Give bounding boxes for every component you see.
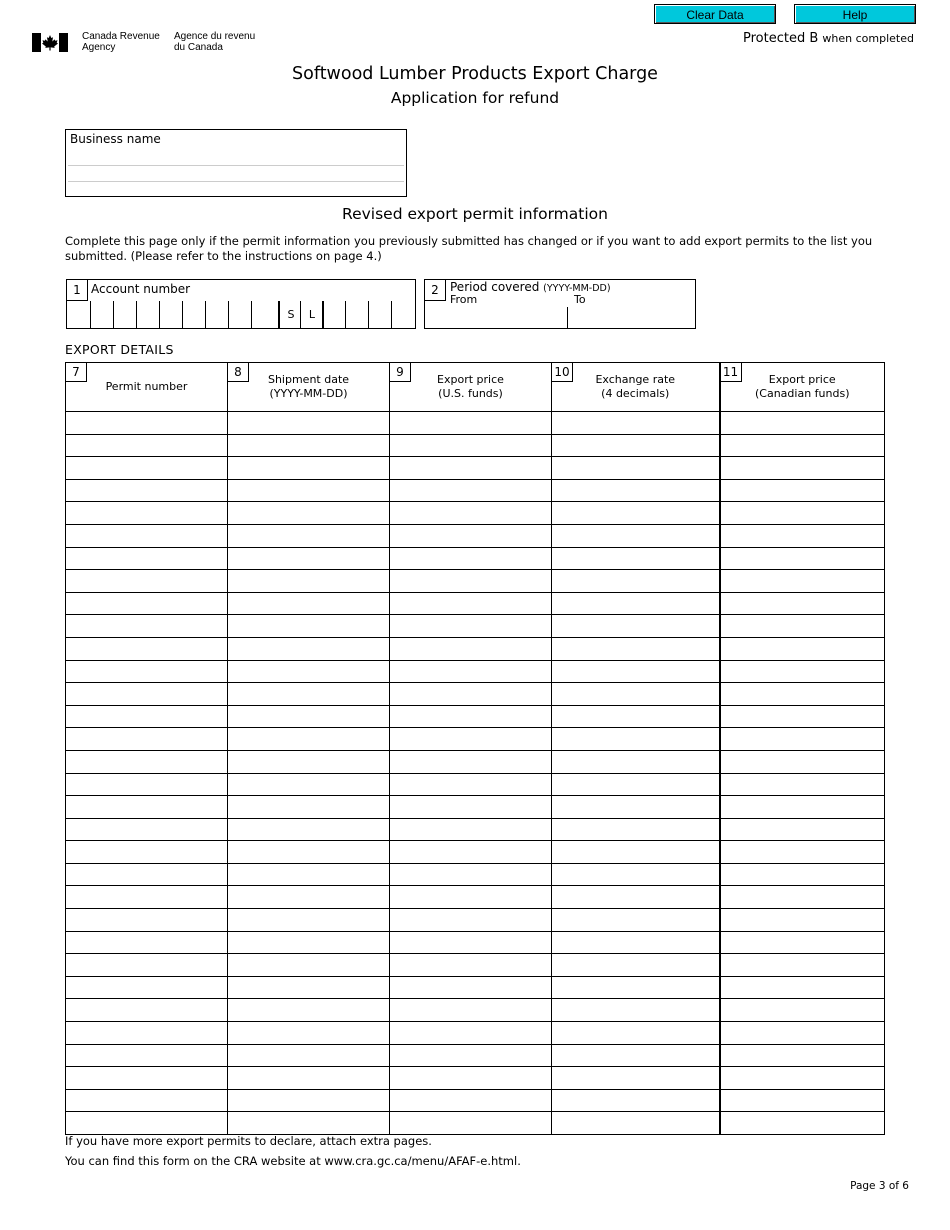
account-ref-3[interactable] (368, 301, 392, 328)
agency-name-fr (174, 31, 255, 53)
table-row (66, 1044, 885, 1067)
export-price-cad-input[interactable] (720, 502, 885, 525)
export-price-cad-input[interactable] (720, 818, 885, 841)
permit-number-input[interactable] (66, 592, 228, 615)
exchange-rate-input[interactable] (552, 502, 720, 525)
shipment-date-input[interactable] (228, 524, 390, 547)
table-row (66, 931, 885, 954)
exchange-rate-input[interactable] (552, 660, 720, 683)
export-price-us-input[interactable] (390, 457, 552, 480)
section-heading: Revised export permit information (342, 205, 608, 223)
table-row (66, 863, 885, 886)
permit-number-input[interactable] (66, 909, 228, 932)
export-price-us-input[interactable] (390, 863, 552, 886)
permit-number-input[interactable] (66, 660, 228, 683)
table-row (66, 796, 885, 819)
exchange-rate-input[interactable] (552, 1044, 720, 1067)
shipment-date-input[interactable] (228, 705, 390, 728)
website-note: You can find this form on the CRA website at www.cra.gc.ca/menu/AFAF-e.html. (65, 1154, 521, 1168)
export-price-cad-input[interactable] (720, 863, 885, 886)
column-subtitle: (YYYY-MM-DD) (269, 387, 348, 400)
period-label-text: Period covered (450, 280, 540, 294)
column-title: Export price (768, 373, 836, 386)
column-number: 9 (390, 363, 411, 382)
table-row (66, 502, 885, 525)
permit-number-input[interactable] (66, 457, 228, 480)
column-title: Export price (437, 373, 504, 386)
protected-b-notice (743, 31, 914, 46)
account-digit-4[interactable] (136, 301, 160, 328)
exchange-rate-input[interactable] (552, 750, 720, 773)
column-title: Shipment date (267, 373, 350, 386)
account-digit-5[interactable] (159, 301, 183, 328)
account-digit-1[interactable] (67, 301, 90, 328)
export-price-us-input[interactable] (390, 999, 552, 1022)
export-price-us-input[interactable] (390, 479, 552, 502)
permit-number-input[interactable] (66, 954, 228, 977)
export-price-cad-input[interactable] (720, 773, 885, 796)
export-price-cad-input[interactable] (720, 1022, 885, 1045)
exchange-rate-input[interactable] (552, 1022, 720, 1045)
shipment-date-input[interactable] (228, 999, 390, 1022)
exchange-rate-input[interactable] (552, 457, 720, 480)
permit-number-input[interactable] (66, 615, 228, 638)
export-price-us-input[interactable] (390, 773, 552, 796)
table-row (66, 434, 885, 457)
exchange-rate-input[interactable] (552, 570, 720, 593)
exchange-rate-input[interactable] (552, 1089, 720, 1112)
export-price-cad-input[interactable] (720, 999, 885, 1022)
export-price-us-input[interactable] (390, 502, 552, 525)
export-price-us-input[interactable] (390, 886, 552, 909)
exchange-rate-input[interactable] (552, 524, 720, 547)
form-title: Softwood Lumber Products Export Charge (292, 64, 658, 84)
export-details-table (65, 362, 885, 1135)
permit-number-input[interactable] (66, 1089, 228, 1112)
shipment-date-input[interactable] (228, 479, 390, 502)
exchange-rate-input[interactable] (552, 796, 720, 819)
permit-number-input[interactable] (66, 502, 228, 525)
export-price-cad-input[interactable] (720, 592, 885, 615)
export-price-cad-input[interactable] (720, 570, 885, 593)
export-price-cad-input[interactable] (720, 615, 885, 638)
shipment-date-input[interactable] (228, 615, 390, 638)
permit-number-input[interactable] (66, 886, 228, 909)
page-number: Page 3 of 6 (850, 1180, 909, 1192)
column-number: 8 (228, 363, 249, 382)
exchange-rate-input[interactable] (552, 637, 720, 660)
export-price-us-input[interactable] (390, 954, 552, 977)
shipment-date-input[interactable] (228, 818, 390, 841)
table-row (66, 637, 885, 660)
agency-fr-line2: du Canada (174, 42, 223, 53)
table-row (66, 750, 885, 773)
shipment-date-input[interactable] (228, 457, 390, 480)
exchange-rate-input[interactable] (552, 863, 720, 886)
extra-pages-note: If you have more export permits to declare, attach extra pages. (65, 1134, 432, 1148)
account-program-l: L (300, 301, 323, 328)
table-row (66, 909, 885, 932)
shipment-date-input[interactable] (228, 570, 390, 593)
period-from-input[interactable] (425, 307, 567, 328)
column-number: 10 (552, 363, 573, 382)
shipment-date-input[interactable] (228, 1044, 390, 1067)
business-name-field[interactable] (65, 129, 407, 197)
export-price-cad-input[interactable] (720, 886, 885, 909)
shipment-date-input[interactable] (228, 863, 390, 886)
shipment-date-input[interactable] (228, 931, 390, 954)
export-price-us-input[interactable] (390, 1022, 552, 1045)
exchange-rate-input[interactable] (552, 999, 720, 1022)
agency-en-line1: Canada Revenue (82, 31, 160, 42)
exchange-rate-input[interactable] (552, 976, 720, 999)
export-price-us-input[interactable] (390, 728, 552, 751)
shipment-date-input[interactable] (228, 592, 390, 615)
agency-name-en (82, 31, 160, 53)
column-number: 11 (721, 363, 742, 382)
export-price-us-input[interactable] (390, 818, 552, 841)
permit-number-input[interactable] (66, 547, 228, 570)
account-ref-2[interactable] (345, 301, 369, 328)
permit-number-input[interactable] (66, 705, 228, 728)
table-row (66, 1022, 885, 1045)
export-price-us-input[interactable] (390, 615, 552, 638)
account-program-s: S (278, 301, 302, 328)
export-price-us-input[interactable] (390, 841, 552, 864)
table-row (66, 728, 885, 751)
export-price-cad-input[interactable] (720, 434, 885, 457)
export-price-us-input[interactable] (390, 1089, 552, 1112)
export-price-us-input[interactable] (390, 412, 552, 435)
period-to-input[interactable] (567, 307, 696, 328)
table-row (66, 570, 885, 593)
shipment-date-input[interactable] (228, 434, 390, 457)
column-header-shipment-date (228, 363, 390, 412)
exchange-rate-input[interactable] (552, 954, 720, 977)
export-price-us-input[interactable] (390, 1044, 552, 1067)
export-price-cad-input[interactable] (720, 954, 885, 977)
permit-number-input[interactable] (66, 570, 228, 593)
period-from-label: From (450, 293, 478, 306)
export-price-cad-input[interactable] (720, 976, 885, 999)
agency-en-line2: Agency (82, 42, 116, 53)
permit-number-input[interactable] (66, 818, 228, 841)
shipment-date-input[interactable] (228, 909, 390, 932)
canada-flag-icon (32, 33, 68, 52)
exchange-rate-input[interactable] (552, 841, 720, 864)
table-row (66, 592, 885, 615)
table-row (66, 999, 885, 1022)
account-number-box (66, 279, 416, 329)
table-row (66, 1112, 885, 1135)
table-row (66, 705, 885, 728)
account-digit-3[interactable] (113, 301, 137, 328)
table-row (66, 818, 885, 841)
divider (68, 165, 404, 166)
agency-fr-line1: Agence du revenu (174, 31, 256, 42)
permit-number-input[interactable] (66, 750, 228, 773)
table-row (66, 1067, 885, 1090)
account-ref-1[interactable] (322, 301, 347, 328)
permit-number-input[interactable] (66, 976, 228, 999)
account-digit-2[interactable] (90, 301, 114, 328)
permit-number-input[interactable] (66, 1044, 228, 1067)
permit-number-input[interactable] (66, 728, 228, 751)
form-subtitle: Application for refund (390, 89, 560, 107)
export-price-cad-input[interactable] (720, 931, 885, 954)
export-price-cad-input[interactable] (720, 479, 885, 502)
export-price-cad-input[interactable] (720, 524, 885, 547)
table-row (66, 954, 885, 977)
permit-number-input[interactable] (66, 773, 228, 796)
export-price-us-input[interactable] (390, 750, 552, 773)
shipment-date-input[interactable] (228, 547, 390, 570)
permit-number-input[interactable] (66, 999, 228, 1022)
export-price-cad-input[interactable] (720, 1089, 885, 1112)
export-price-cad-input[interactable] (720, 1067, 885, 1090)
exchange-rate-input[interactable] (552, 728, 720, 751)
export-price-cad-input[interactable] (720, 841, 885, 864)
shipment-date-input[interactable] (228, 683, 390, 706)
shipment-date-input[interactable] (228, 886, 390, 909)
export-price-us-input[interactable] (390, 660, 552, 683)
exchange-rate-input[interactable] (552, 931, 720, 954)
column-header-export-price-cad (720, 363, 885, 412)
table-row (66, 1089, 885, 1112)
export-price-cad-input[interactable] (720, 1044, 885, 1067)
export-price-us-input[interactable] (390, 524, 552, 547)
exchange-rate-input[interactable] (552, 479, 720, 502)
account-number-label: Account number (91, 282, 191, 296)
permit-number-input[interactable] (66, 1112, 228, 1135)
export-price-cad-input[interactable] (720, 705, 885, 728)
permit-number-input[interactable] (66, 637, 228, 660)
field-number-1: 1 (67, 280, 88, 301)
table-row (66, 773, 885, 796)
table-row (66, 886, 885, 909)
table-row (66, 976, 885, 999)
exchange-rate-input[interactable] (552, 818, 720, 841)
shipment-date-input[interactable] (228, 1022, 390, 1045)
shipment-date-input[interactable] (228, 660, 390, 683)
shipment-date-input[interactable] (228, 412, 390, 435)
table-row (66, 479, 885, 502)
exchange-rate-input[interactable] (552, 592, 720, 615)
permit-number-input[interactable] (66, 1022, 228, 1045)
section-instructions: Complete this page only if the permit information you previously submitted has changed or if you want to add export permits to the list you submitted. (Please refer to the instructions on page 4.) (65, 234, 873, 263)
exchange-rate-input[interactable] (552, 615, 720, 638)
export-price-us-input[interactable] (390, 909, 552, 932)
account-digit-8[interactable] (228, 301, 252, 328)
field-number-2: 2 (425, 280, 446, 301)
shipment-date-input[interactable] (228, 954, 390, 977)
export-details-label: EXPORT DETAILS (65, 342, 174, 357)
shipment-date-input[interactable] (228, 750, 390, 773)
export-price-us-input[interactable] (390, 796, 552, 819)
export-price-cad-input[interactable] (720, 750, 885, 773)
column-header-permit-number (66, 363, 228, 412)
permit-number-input[interactable] (66, 412, 228, 435)
table-row (66, 547, 885, 570)
column-header-exchange-rate (552, 363, 720, 412)
export-price-us-input[interactable] (390, 434, 552, 457)
column-subtitle: (U.S. funds) (438, 387, 503, 400)
exchange-rate-input[interactable] (552, 1067, 720, 1090)
permit-number-input[interactable] (66, 479, 228, 502)
shipment-date-input[interactable] (228, 796, 390, 819)
shipment-date-input[interactable] (228, 1112, 390, 1135)
shipment-date-input[interactable] (228, 773, 390, 796)
exchange-rate-input[interactable] (552, 683, 720, 706)
export-price-cad-input[interactable] (720, 457, 885, 480)
period-covered-box (424, 279, 696, 329)
table-row (66, 412, 885, 435)
column-header-export-price-us (390, 363, 552, 412)
exchange-rate-input[interactable] (552, 434, 720, 457)
export-price-cad-input[interactable] (720, 637, 885, 660)
export-price-us-input[interactable] (390, 592, 552, 615)
column-subtitle: (4 decimals) (601, 387, 670, 400)
shipment-date-input[interactable] (228, 841, 390, 864)
table-row (66, 524, 885, 547)
permit-number-input[interactable] (66, 931, 228, 954)
table-row (66, 683, 885, 706)
export-price-us-input[interactable] (390, 1112, 552, 1135)
exchange-rate-input[interactable] (552, 909, 720, 932)
period-format: (YYYY-MM-DD) (543, 283, 611, 294)
export-price-cad-input[interactable] (720, 547, 885, 570)
shipment-date-input[interactable] (228, 502, 390, 525)
table-row (66, 660, 885, 683)
export-price-cad-input[interactable] (720, 683, 885, 706)
exchange-rate-input[interactable] (552, 705, 720, 728)
permit-number-input[interactable] (66, 796, 228, 819)
export-price-us-input[interactable] (390, 547, 552, 570)
shipment-date-input[interactable] (228, 976, 390, 999)
table-row (66, 615, 885, 638)
exchange-rate-input[interactable] (552, 1112, 720, 1135)
column-number: 7 (66, 363, 87, 382)
column-title: Permit number (105, 380, 188, 393)
export-price-us-input[interactable] (390, 931, 552, 954)
export-price-us-input[interactable] (390, 976, 552, 999)
export-price-cad-input[interactable] (720, 660, 885, 683)
account-digit-7[interactable] (205, 301, 229, 328)
protected-main: Protected B (743, 31, 819, 46)
export-price-cad-input[interactable] (720, 909, 885, 932)
export-price-cad-input[interactable] (720, 796, 885, 819)
account-digit-6[interactable] (182, 301, 206, 328)
divider (68, 181, 404, 182)
export-price-us-input[interactable] (390, 683, 552, 706)
permit-number-input[interactable] (66, 841, 228, 864)
account-ref-4[interactable] (391, 301, 416, 328)
period-covered-label (450, 280, 611, 294)
exchange-rate-input[interactable] (552, 412, 720, 435)
exchange-rate-input[interactable] (552, 886, 720, 909)
exchange-rate-input[interactable] (552, 773, 720, 796)
shipment-date-input[interactable] (228, 728, 390, 751)
clear-data-button[interactable]: Clear Data (654, 4, 776, 24)
shipment-date-input[interactable] (228, 1067, 390, 1090)
export-price-us-input[interactable] (390, 1067, 552, 1090)
permit-number-input[interactable] (66, 524, 228, 547)
business-name-label: Business name (70, 132, 161, 146)
protected-sub: when completed (822, 32, 914, 45)
export-price-us-input[interactable] (390, 705, 552, 728)
export-price-cad-input[interactable] (720, 1112, 885, 1135)
table-row (66, 457, 885, 480)
account-digit-9[interactable] (251, 301, 279, 328)
column-title: Exchange rate (595, 373, 676, 386)
shipment-date-input[interactable] (228, 637, 390, 660)
export-price-us-input[interactable] (390, 637, 552, 660)
export-price-cad-input[interactable] (720, 728, 885, 751)
column-subtitle: (Canadian funds) (755, 387, 850, 400)
shipment-date-input[interactable] (228, 1089, 390, 1112)
export-price-cad-input[interactable] (720, 412, 885, 435)
export-price-us-input[interactable] (390, 570, 552, 593)
permit-number-input[interactable] (66, 1067, 228, 1090)
exchange-rate-input[interactable] (552, 547, 720, 570)
table-row (66, 841, 885, 864)
permit-number-input[interactable] (66, 434, 228, 457)
permit-number-input[interactable] (66, 683, 228, 706)
help-button[interactable]: Help (794, 4, 916, 24)
period-to-label: To (574, 293, 586, 306)
permit-number-input[interactable] (66, 863, 228, 886)
